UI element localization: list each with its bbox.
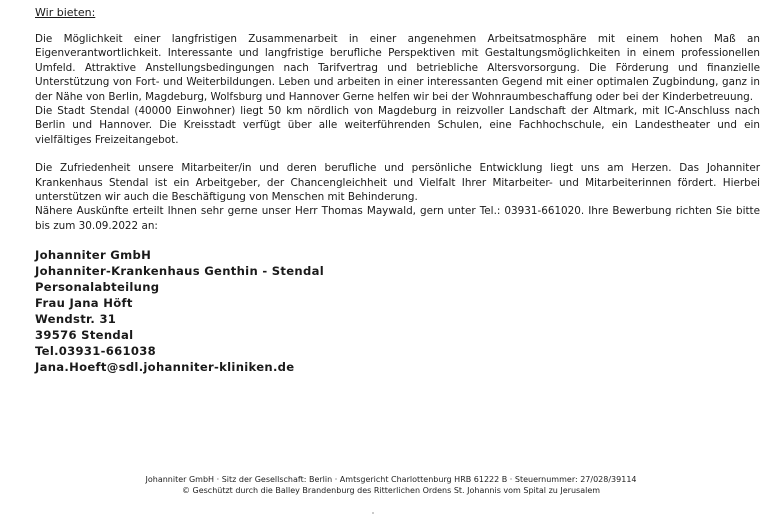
document-body	[35, 6, 760, 375]
footer-legal-line: Johanniter GmbH · Sitz der Gesellschaft: Berlin · Amtsgericht Charlottenburg HRB 61222 B · Steuernummer: 27/028/39114	[145, 475, 637, 484]
paragraph-diversity: Die Zufriedenheit unsere Mitarbeiter/in und deren berufliche und persönliche Entwicklung liegt uns am Herzen. Das Johanniter Krankenhaus Stendal ist ein Arbeitgeber, der Chancengleichheit und Vielfalt Ihrer Mitarbeiter- und Mitarbeiterinnen fördert. Hierbei unterstützen wir auch die Beschäftigung von Menschen mit Behinderung.	[35, 162, 760, 204]
paragraph-gap	[35, 147, 760, 161]
paragraph-offer: Die Möglichkeit einer langfristigen Zusammenarbeit in einer angenehmen Arbeitsatmosphäre mit einem hohen Maß an Eigenverantwortlichkeit. Interessante und langfristige berufliche Perspektiven mit Gestaltungsmöglichkeiten in einem professionellen Umfeld. Attraktive Anstellungsbedingungen nach Tarifvertrag und betriebliche Altersvorsorgung. Die Förderung und finanzielle Unterstützung von Fort- und Weiterbildungen. Leben und arbeiten in einer interessanten Gegend mit einer optimalen Zugbindung, ganz in der Nähe von Berlin, Magdeburg, Wolfsburg und Hannover Gerne helfen wir bei der Wohnraumbeschaffung oder bei der Kinderbetreuung.	[35, 33, 760, 103]
address-company: Johanniter GmbH	[35, 248, 152, 263]
address-street: Wendstr. 31	[35, 312, 117, 327]
address-contact-person: Frau Jana Höft	[35, 296, 133, 311]
address-department: Personalabteilung	[35, 280, 160, 295]
page-footer	[0, 474, 782, 496]
paragraph-contact: Nähere Auskünfte erteilt Ihnen sehr gerne unser Herr Thomas Maywald, gern unter Tel.: 03931-661020. Ihre Bewerbung richten Sie bitte bis zum 30.09.2022 an:	[35, 205, 760, 232]
address-hospital: Johanniter-Krankenhaus Genthin - Stendal	[35, 264, 324, 279]
paragraph-city: Die Stadt Stendal (40000 Einwohner) liegt 50 km nördlich von Magdeburg in reizvoller Landschaft der Altmark, mit IC-Anschluss nach Berlin und Hannover. Die Kreisstadt verfügt über alle weiterführenden Schulen, eine Fachhochschule, ein Landestheater und ein vielfältiges Freizeitangebot.	[35, 105, 760, 146]
address-phone: Tel.03931-661038	[35, 344, 156, 359]
application-address	[35, 247, 760, 375]
scan-speck	[372, 512, 374, 514]
section-heading: Wir bieten:	[35, 6, 96, 19]
address-email[interactable]: Jana.Hoeft@sdl.johanniter-kliniken.de	[35, 360, 295, 375]
address-city: 39576 Stendal	[35, 328, 134, 343]
footer-copyright-line: © Geschützt durch die Balley Brandenburg des Ritterlichen Ordens St. Johannis vom Spital zu Jerusalem	[181, 486, 601, 495]
